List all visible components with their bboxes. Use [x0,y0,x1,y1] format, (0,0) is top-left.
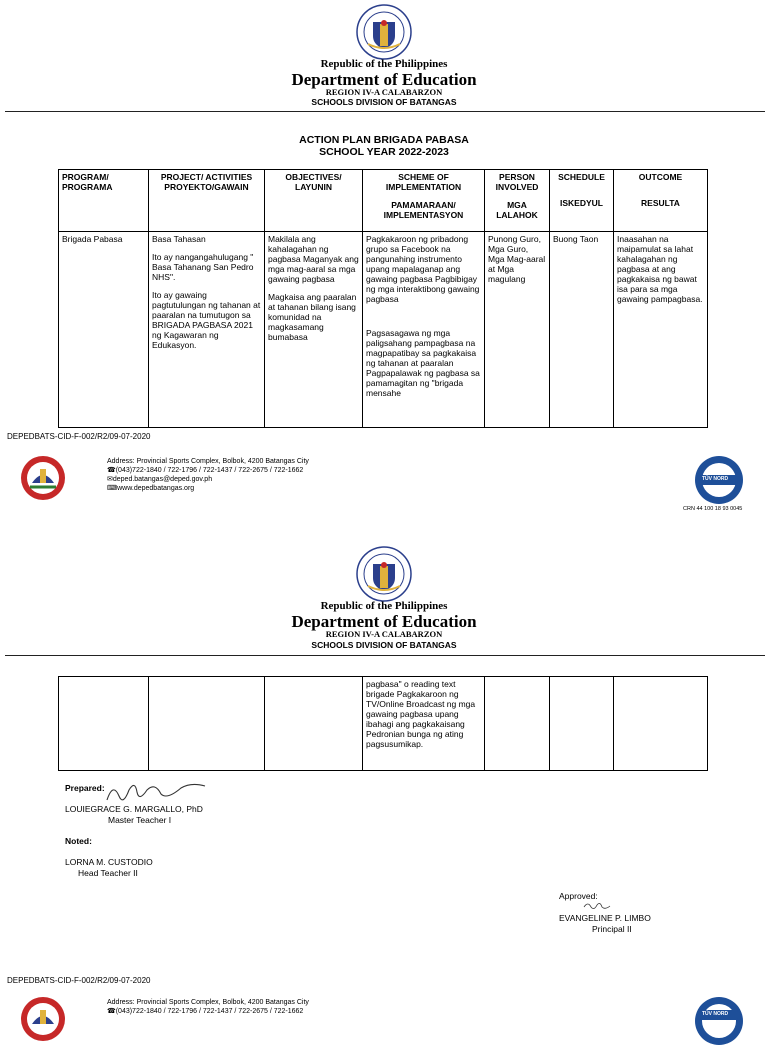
doc-title-line1: ACTION PLAN BRIGADA PABASA [299,134,469,146]
cell-program [59,677,149,771]
cell-project [149,677,265,771]
tuv-brand-1: TÜV NORD [702,476,729,482]
doc-code: DEPEDBATS-CID-F-002/R2/09-07-2020 [7,432,151,441]
footer-website-row [107,484,309,493]
prepared-title: Master Teacher I [108,815,172,825]
noted-title: Head Teacher II [78,868,138,878]
header-objectives: OBJECTIVES/ LAYUNIN [265,170,363,232]
batangas-division-seal-icon [20,455,66,501]
header-division: SCHOOLS DIVISION OF BATANGAS [311,97,457,107]
approved-title: Principal II [592,924,632,934]
header-rule [5,655,765,656]
header-region: REGION IV-A CALABARZON [325,87,443,97]
cell-project: Basa Tahasan Ito ay nangangahulugang " Basa Tahanang San Pedro NHS". Ito ay gawaing pagtutulungan ng tahanan at paaralan na tumutugon sa BRIGADA PAGBASA 2021 ng Kagawaran ng Edukasyon. [149,232,265,428]
header-department: Department of Education [291,70,477,89]
header-schedule: SCHEDULE ISKEDYUL [550,170,614,232]
footer-email: ✉deped.batangas@deped.gov.ph [107,476,213,483]
header-department: Department of Education [291,612,477,631]
table-header-row [59,170,708,232]
deped-seal-icon [356,4,412,60]
cell-objectives [265,677,363,771]
footer-contact [107,457,309,493]
iso-label-1: ISO 9001 [708,496,725,501]
doc-code: DEPEDBATS-CID-F-002/R2/09-07-2020 [7,976,151,985]
cell-person [485,677,550,771]
doc-title-line2: SCHOOL YEAR 2022-2023 [319,146,449,158]
cell-objectives: Makilala ang kahalagahan ng pagbasa Maganyak ang mga mag-aaral sa mga gawaing pagbasa Magkaisa ang paaralan at tahanan bilang isang komunidad na magkasamang bumabasa [265,232,363,428]
approved-label: Approved: [559,891,598,901]
footer-website[interactable]: www.depedbatangas.org [117,485,195,492]
noted-name: LORNA M. CUSTODIO [65,857,153,867]
header-project: PROJECT/ ACTIVITIES PROYEKTO/GAWAIN [149,170,265,232]
prepared-label: Prepared: [65,783,105,793]
header-person: PERSON INVOLVED MGA LALAHOK [485,170,550,232]
deped-seal-icon [356,546,412,602]
crn-number: CRN 44 100 18 93 0045 [683,506,743,512]
doc-title [0,134,768,158]
website-icon: ⌨ [107,485,118,492]
cell-scheme: pagbasa" o reading text brigade Pagkakaroon ng TV/Online Broadcast ng mga gawaing pagbasa upang ibahagi ang pagkakaisang Pedronian bunga ng ating pagsusumikap. [363,677,485,771]
tuv-brand-2: TÜV NORD [702,1011,729,1017]
footer-contact [107,998,309,1016]
header-division: SCHOOLS DIVISION OF BATANGAS [311,640,457,650]
footer-address: Address: Provincial Sports Complex, Bolbok, 4200 Batangas City [107,999,309,1006]
action-plan-table-continuation [58,676,708,771]
cell-schedule [550,677,614,771]
cell-program: Brigada Pabasa [59,232,149,428]
cell-schedule: Buong Taon [550,232,614,428]
table-row [59,232,708,428]
header-republic: Republic of the Philippines [320,600,448,612]
approved-name: EVANGELINE P. LIMBO [559,913,651,923]
header-republic: Republic of the Philippines [320,58,448,70]
header-region: REGION IV-A CALABARZON [325,629,443,639]
footer-phone: ☎(043)722-1840 / 722-1796 / 722-1437 / 722-2675 / 722-1662 [107,1008,304,1015]
footer-phone: ☎(043)722-1840 / 722-1796 / 722-1437 / 722-2675 / 722-1662 [107,467,304,474]
signature-icon [582,899,612,911]
cell-person: Punong Guro, Mga Guro, Mga Mag-aaral at Mga magulang [485,232,550,428]
header-rule [5,111,765,112]
cell-scheme: Pagkakaroon ng pribadong grupo sa Facebook na pangunahing instrumento upang mapalaganap ang gawaing pagbasa Pagbibigay ng mga interaktibong gawaing pagbasa Pagsasagawa ng mga paligsahang pampagbasa na magpapatibay sa pagkakaisa ng tahanan at paaralan Pagpapalawak ng pagbasa sa pamamagitan ng "brigada mensahe [363,232,485,428]
action-plan-table [58,169,708,428]
batangas-division-seal-icon [20,996,66,1042]
noted-label: Noted: [65,836,92,846]
header-scheme: SCHEME OF IMPLEMENTATION PAMAMARAAN/ IMPLEMENTASYON [363,170,485,232]
prepared-name: LOUIEGRACE G. MARGALLO, PhD [65,804,203,814]
cell-outcome [614,677,708,771]
footer-address: Address: Provincial Sports Complex, Bolbok, 4200 Batangas City [107,458,309,465]
cell-outcome: Inaasahan na maipamulat sa lahat kahalagahan ng pagbasa at ang pagkakaisa ng bawat isa para sa mga gawaing pampagbasa. [614,232,708,428]
table-row [59,677,708,771]
header-outcome: OUTCOME RESULTA [614,170,708,232]
tuv-nord-logo-icon [694,996,744,1046]
header-program: PROGRAM/ PROGRAMA [59,170,149,232]
